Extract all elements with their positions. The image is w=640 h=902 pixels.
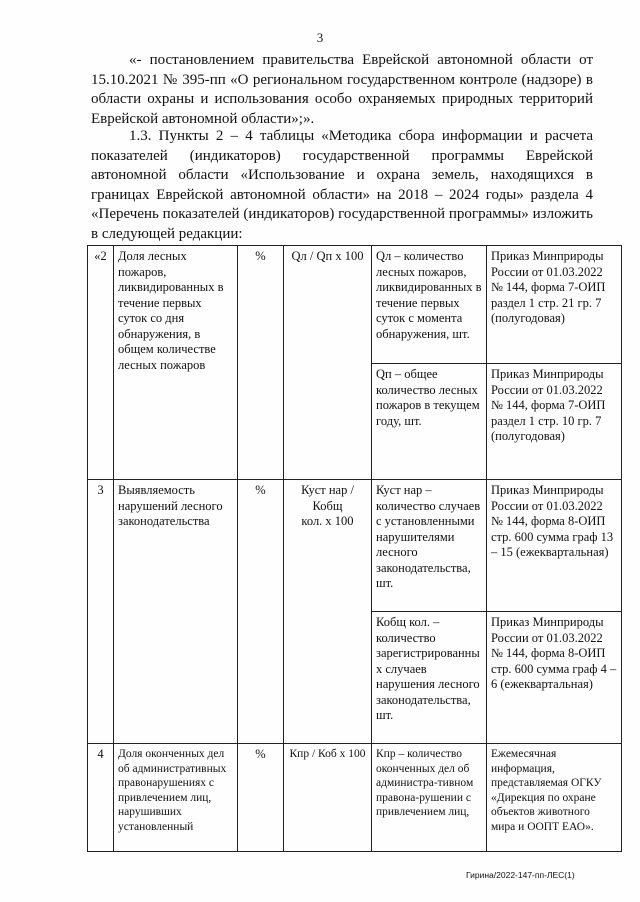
row-2-sub1-description: Qл – количество лесных пожаров, ликвидированных в течение первых суток с момента обнаружения, шт. [372, 246, 487, 364]
row-3-sub2-source: Приказ Минприроды России от 01.03.2022 № 144, форма 8-ОИП стр. 600 сумма граф 4 – 6 (ежеквартальная) [487, 612, 622, 744]
row-3-formula-part-b: кол. х 100 [301, 514, 354, 528]
indicators-table [87, 245, 622, 852]
row-2-sub1-source: Приказ Минприроды России от 01.03.2022 № 144, форма 7-ОИП раздел 1 стр. 21 гр. 7 (полугодовая) [487, 246, 622, 364]
row-4-name: Доля оконченных дел об административных правонарушениях с привлечением лиц, нарушивших установленный [114, 744, 238, 852]
table-row [88, 246, 622, 364]
row-3-number: 3 [88, 480, 114, 744]
row-2-name: Доля лесных пожаров, ликвидированных в течение первых суток со дня обнаружения, в общем количестве лесных пожаров [114, 246, 238, 480]
row-3-unit: % [238, 480, 284, 744]
row-3-name: Выявляемость нарушений лесного законодательства [114, 480, 238, 744]
row-3-sub1-source: Приказ Минприроды России от 01.03.2022 № 144, форма 8-ОИП стр. 600 сумма граф 13 – 15 (ежеквартальная) [487, 480, 622, 612]
row-3-sub1-description: Куст нар – количество случаев с установленными нарушителями лесного законодательства, шт. [372, 480, 487, 612]
table-row [88, 480, 622, 612]
row-2-number: «2 [88, 246, 114, 480]
row-4-number: 4 [88, 744, 114, 852]
paragraph-2-text: 1.3. Пункты 2 – 4 таблицы «Методика сбора информации и расчета показателей (индикаторов) государственной программы Еврейской автономной области «Использование и охрана земель, находящихся в границах Еврейской автономной области» на 2018 – 2024 годы» раздела 4 «Перечень показателей (индикаторов) государственной программы» изложить в следующей редакции: [91, 128, 593, 242]
paragraph-1 [91, 51, 593, 129]
row-4-sub1-description: Кпр – количество оконченных дел об администра-тивном правона-рушении с привлечением лиц, [372, 744, 487, 852]
row-2-unit: % [238, 246, 284, 480]
paragraph-2 [91, 127, 593, 244]
row-4-formula: Кпр / Коб х 100 [284, 744, 372, 852]
row-3-sub2-description: Кобщ кол. – количество зарегистрированны х случаев нарушения лесного законодательства, шт. [372, 612, 487, 744]
row-4-unit: % [238, 744, 284, 852]
row-3-formula [284, 480, 372, 744]
row-2-sub2-source: Приказ Минприроды России от 01.03.2022 № 144, форма 7-ОИП раздел 1 стр. 10 гр. 7 (полугодовая) [487, 364, 622, 480]
row-2-sub2-description: Qп – общее количество лесных пожаров в текущем году, шт. [372, 364, 487, 480]
paragraph-1-text: «- постановлением правительства Еврейской автономной области от 15.10.2021 № 395-пп «О региональном государственном контроле (надзоре) в области охраны и использования особо охраняемых природных территорий Еврейской автономной области»;». [91, 52, 593, 127]
table-row [88, 744, 622, 852]
row-2-formula: Qл / Qп х 100 [284, 246, 372, 480]
row-3-formula-part-a: Куст нар / Кобщ [301, 483, 354, 513]
document-footer-code: Гирина/2022-147-пп-ЛЕС(1) [466, 870, 575, 880]
row-4-sub1-source: Ежемесячная информация, представляемая ОГКУ «Дирекция по охране объектов животного мира и ООПТ ЕАО». [487, 744, 622, 852]
page-number: 3 [316, 30, 324, 45]
